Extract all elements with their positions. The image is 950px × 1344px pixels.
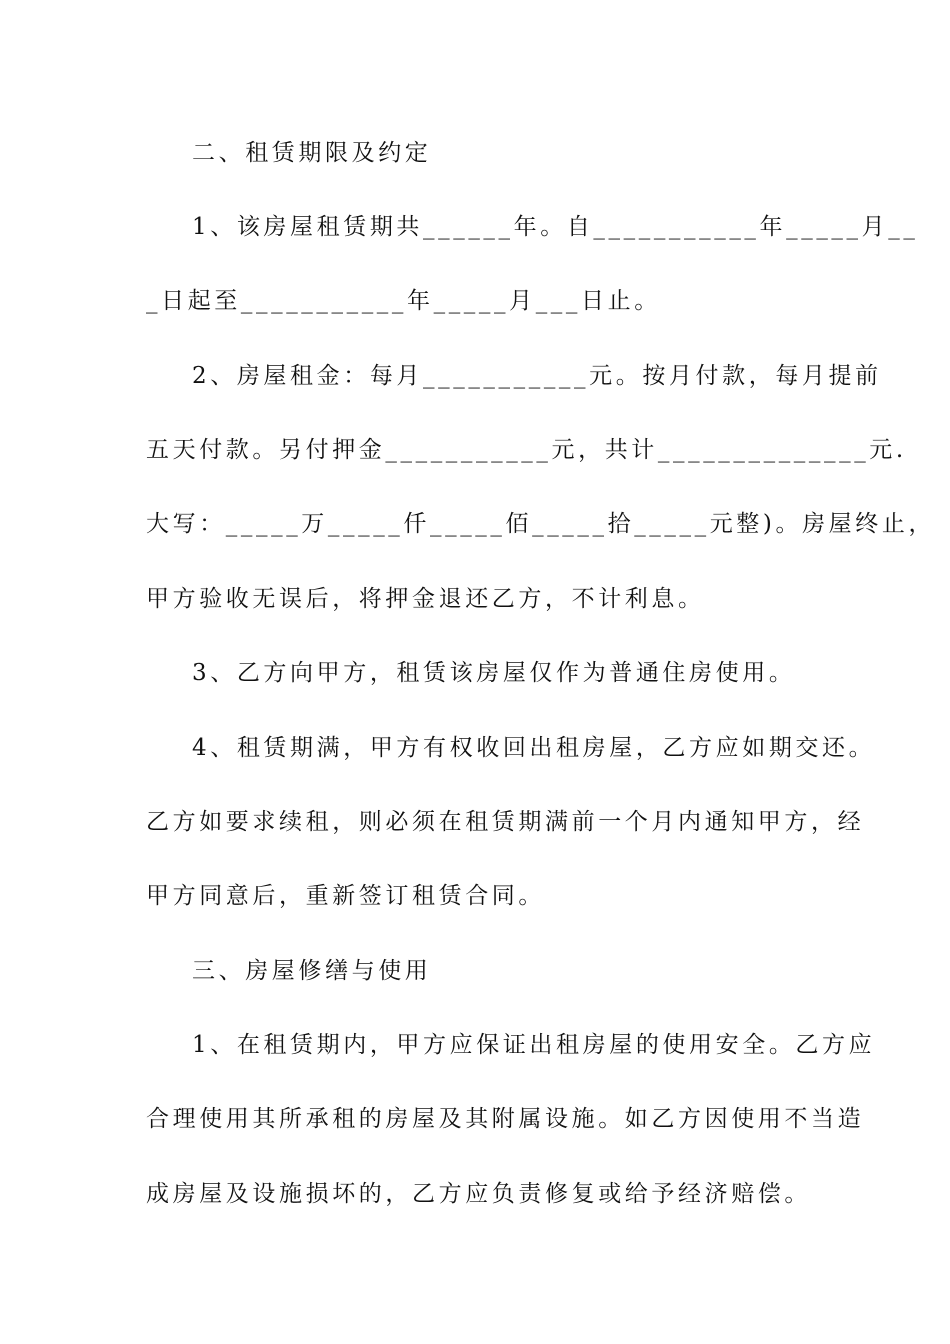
paragraph-line: _日起至___________年_____月___日止。 <box>146 288 661 314</box>
paragraph-line: 大写：_____万_____仟_____佰_____拾_____元整)。房屋终止， <box>146 511 936 537</box>
paragraph-line: 3、乙方向甲方，租赁该房屋仅作为普通住房使用。 <box>192 660 796 686</box>
paragraph-line: 乙方如要求续租，则必须在租赁期满前一个月内通知甲方，经 <box>146 809 865 835</box>
paragraph-line: 甲方验收无误后，将押金退还乙方，不计利息。 <box>146 586 705 612</box>
paragraph-line: 合理使用其所承租的房屋及其附属设施。如乙方因使用不当造 <box>146 1106 865 1132</box>
paragraph-line: 2、房屋租金：每月___________元。按月付款，每月提前 <box>192 363 882 389</box>
section-heading-lease-term: 二、租赁期限及约定 <box>192 140 432 166</box>
paragraph-line: 甲方同意后，重新签订租赁合同。 <box>146 883 545 909</box>
paragraph-line: 1、该房屋租赁期共______年。自___________年_____月__ <box>192 214 919 240</box>
paragraph-line: 五天付款。另付押金___________元，共计______________元. <box>146 437 907 463</box>
paragraph-line: 4、租赁期满，甲方有权收回出租房屋，乙方应如期交还。 <box>192 735 876 761</box>
section-heading-repair-use: 三、房屋修缮与使用 <box>192 958 432 984</box>
paragraph-line: 成房屋及设施损坏的，乙方应负责修复或给予经济赔偿。 <box>146 1181 811 1207</box>
paragraph-line: 1、在租赁期内，甲方应保证出租房屋的使用安全。乙方应 <box>192 1032 876 1058</box>
